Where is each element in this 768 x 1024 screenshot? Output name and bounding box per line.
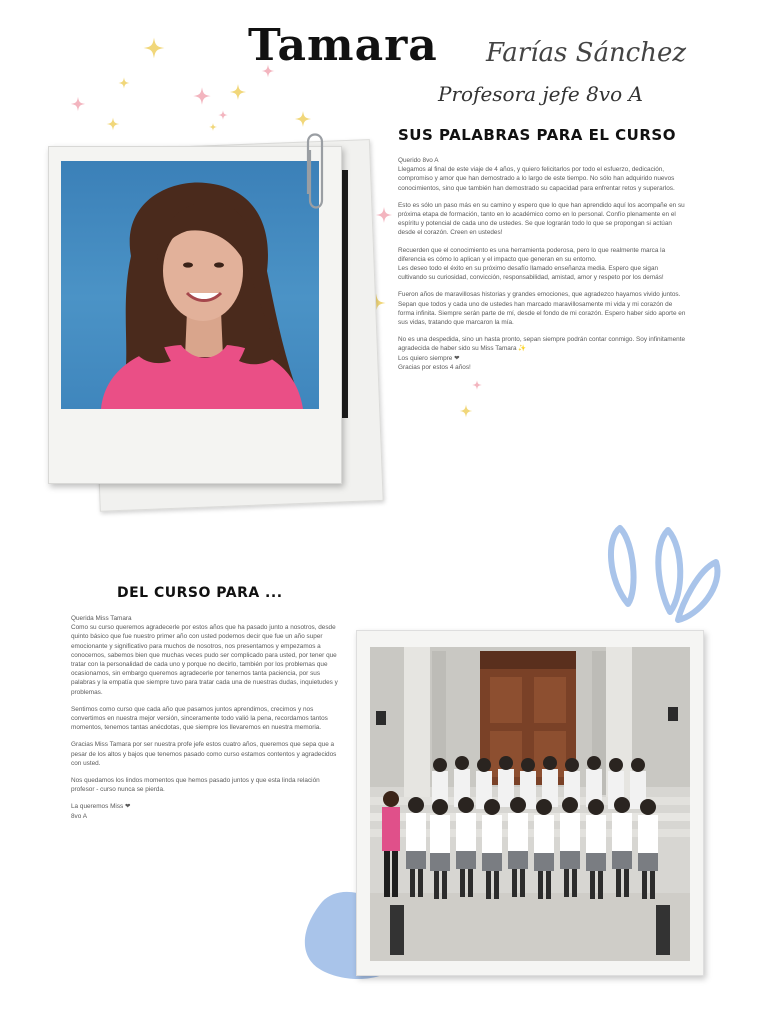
teacher-portrait-image bbox=[61, 161, 319, 409]
class-group-image bbox=[370, 647, 690, 961]
class-signoff-line: La queremos Miss ❤ bbox=[71, 803, 131, 811]
teacher-first-name: Tamara bbox=[248, 20, 438, 71]
teacher-polaroid bbox=[48, 146, 342, 484]
class-message bbox=[71, 614, 343, 829]
class-photo-frame bbox=[356, 630, 704, 976]
class-message-paragraph: Gracias Miss Tamara por ser nuestra profe jefe estos cuatro años, queremos que sepa que a pesar de los altos y bajos que tenemos pasado como curso estamos contentos y agradecidos con usted. bbox=[71, 741, 337, 767]
class-message-paragraph: Sentimos como curso que cada año que pasamos juntos aprendimos, crecimos y nos convertimos en nuestra mejor versión, sinceramente todo valió la pena, recordamos tantos momentos, tenemos tantas anécdotas, que siempre los llevaremos en nuestra memoria. bbox=[71, 705, 328, 732]
teacher-role: Profesora jefe 8vo A bbox=[438, 82, 643, 106]
leaves-decoration bbox=[598, 520, 738, 630]
teacher-message-paragraph: Recuerden que el conocimiento es una herramienta poderosa, pero lo que realmente marca la diferencia es cómo lo aplican y el impacto que generan en su entorno. Les deseo todo el éxito en su próximo desafío llamado enseñanza media. Espero que sigan cultivando su curiosidad, convicción, responsabilidad, amistad, amor y respeto por los demás! bbox=[398, 246, 666, 282]
teacher-message-paragraph: No es una despedida, sino un hasta pronto, sepan siempre podrán contar conmigo. Soy infinitamente agradecida de haber sido su Miss Tamara ✨ Los quiero siempre ❤ Gracias por estos 4 años! bbox=[398, 336, 686, 371]
class-signoff-line: 8vo A bbox=[71, 812, 87, 820]
class-message-paragraph: Nos quedamos los lindos momentos que hemos pasado juntos y que esta linda relación profesor - curso nunca se pierda. bbox=[71, 777, 320, 794]
teacher-section-heading: SUS PALABRAS PARA EL CURSO bbox=[398, 126, 676, 144]
teacher-photo bbox=[61, 161, 319, 409]
teacher-message-paragraph: Esto es sólo un paso más en su camino y espero que lo que han aprendido aquí los acompañe en su próxima etapa de formación, tanto en lo académico como en lo personal. Confío plenamente en el espíritu y potencial de cada uno de ustedes. Se que lograrán todo lo que se propongan si actúan desde el corazón. Creen en ustedes! bbox=[398, 201, 685, 237]
class-signoff bbox=[71, 802, 343, 820]
teacher-message-paragraph: Querido 8vo A Llegamos al final de este viaje de 4 años, y quiero felicitarlos por todo el esfuerzo, dedicación, compromiso y amor que han demostrado a lo largo de este tiempo. No sólo han adquirido nuevos conocimientos, sino que también han demostrado su capacidad para enfrentar retos y superarlos. bbox=[398, 157, 675, 192]
class-group-photo bbox=[370, 647, 690, 961]
paperclip-icon bbox=[302, 130, 328, 216]
teacher-message-paragraph: Fueron años de maravillosas historias y grandes emociones, que agradezco hayamos vivido juntos. Sepan que todos y cada uno de ustedes han marcado maravillosamente mi vida y mi corazón de forma infinita. Siempre serán parte de mí, desde el fondo de mi corazón. Espero haber sido aporte en sus vidas, tratando que marcaron la mía. bbox=[398, 291, 686, 327]
teacher-message bbox=[398, 156, 688, 380]
class-section-heading: DEL CURSO PARA ... bbox=[117, 585, 283, 601]
class-message-paragraph: Querida Miss Tamara Como su curso queremos agradecerle por estos años que ha pasado junto a nosotros, desde quinto básico que fue nuestro primer año con usted podemos decir que fue un año super emocionante y significativo para muchos de nosotros, nos presentamos y empezamos a conocernos, sabemos bien que muchas veces pudo ser complicado para usted, por tener que tratar con la personalidad de cada uno y porque no decirlo, también por los problemas que ocasionamos, sin embargo queremos agradecerle por tenernos tanta paciencia, por sus palabras y la empatía que siempre tuvo para tratar cada una de nuestras dudas, inquietudes y problemas. bbox=[71, 615, 338, 696]
teacher-last-name: Farías Sánchez bbox=[486, 38, 687, 68]
